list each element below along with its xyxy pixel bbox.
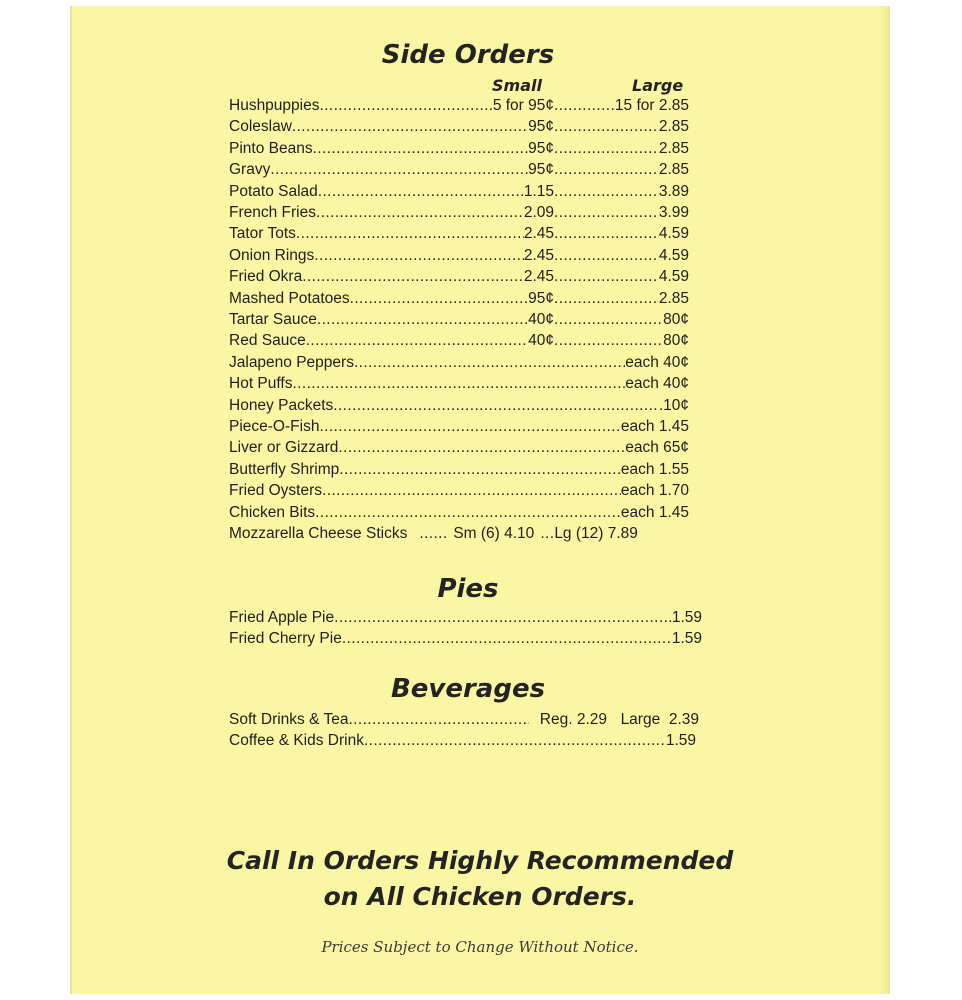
large-price: 3.99 (658, 204, 689, 221)
large-price: 15 for 2.85 (614, 97, 689, 114)
beverage-row-soft-drinks (229, 709, 699, 730)
dot-leader (333, 395, 659, 416)
large-column (554, 288, 689, 309)
dot-leader (296, 223, 524, 244)
pies-heading: Pies (437, 574, 499, 604)
dot-leader (554, 159, 659, 180)
each-price: each 1.45 (620, 418, 689, 435)
large-column (554, 223, 689, 244)
menu-item-row (229, 245, 689, 266)
item-name: Fried Oysters (229, 482, 323, 499)
large-column (554, 95, 689, 116)
item-name: Fried Cherry Pie (229, 630, 342, 648)
item-name: Red Sauce (229, 332, 306, 349)
large-price: 2.85 (658, 140, 689, 157)
dot-leader (554, 181, 659, 202)
dot-leader (554, 116, 659, 137)
menu-item-row (229, 395, 689, 416)
dot-leader (419, 523, 449, 544)
small-price: 2.45 (523, 225, 554, 242)
menu-item-row (229, 416, 689, 437)
menu-item-row (229, 352, 689, 373)
small-price: 95¢ (528, 161, 554, 178)
item-name: Jalapeno Peppers (229, 354, 354, 371)
menu-item-row (229, 502, 689, 523)
item-name: Hushpuppies (229, 97, 320, 114)
large-price: Lg (12) 7.89 (554, 525, 638, 542)
each-price: each 40¢ (625, 354, 689, 371)
each-price: each 65¢ (625, 439, 689, 456)
item-name: Coffee & Kids Drink (229, 732, 364, 749)
regular-price: Reg. 2.29 (539, 711, 607, 728)
item-name: Liver or Gizzard (229, 439, 339, 456)
each-price: .10¢ (658, 397, 689, 414)
dot-leader (302, 266, 524, 287)
small-price: 1.15 (523, 183, 554, 200)
large-price: Large 2.39 (620, 711, 699, 728)
item-name: Soft Drinks & Tea (229, 711, 349, 728)
large-price: 2.85 (658, 118, 689, 135)
dot-leader (270, 159, 528, 180)
small-price: 40¢ (528, 332, 554, 349)
large-price: 2.85 (658, 290, 689, 307)
beverages-heading: Beverages (390, 674, 546, 704)
dot-leader (338, 437, 625, 458)
dot-leader (317, 309, 528, 330)
small-price: 5 for 95¢ (492, 97, 554, 114)
large-column (554, 159, 689, 180)
menu-item-row (229, 138, 689, 159)
beverage-row-coffee (229, 730, 696, 751)
call-in-recommendation-line2: on All Chicken Orders. (323, 882, 637, 911)
menu-item-row (229, 181, 689, 202)
menu-item-row-mozzarella (229, 523, 689, 544)
dot-leader (316, 202, 524, 223)
dot-leader (554, 202, 659, 223)
dot-leader (554, 245, 659, 266)
item-name: Mozzarella Cheese Sticks (229, 525, 408, 542)
large-column (554, 309, 689, 330)
dot-leader (334, 607, 672, 628)
small-column-header: Small (492, 76, 542, 95)
item-name: Fried Okra (229, 268, 303, 285)
dot-leader (554, 330, 663, 351)
price: 1.59 (671, 609, 702, 626)
item-name: French Fries (229, 204, 316, 221)
item-name: Fried Apple Pie (229, 609, 335, 626)
menu-item-row (229, 116, 689, 137)
item-name: Chicken Bits (229, 504, 316, 521)
menu-item-row (229, 373, 689, 394)
dot-leader (554, 288, 659, 309)
each-price: each 1.55 (620, 461, 689, 478)
menu-item-row (229, 288, 689, 309)
dot-leader (350, 288, 528, 309)
dot-leader (292, 116, 528, 137)
large-column (554, 202, 689, 223)
menu-item-row (229, 202, 689, 223)
each-price: each 1.45 (620, 504, 689, 521)
menu-item-row (229, 309, 689, 330)
small-price: 2.45 (523, 268, 554, 285)
dot-leader (554, 309, 663, 330)
dot-leader (342, 628, 672, 649)
large-column (554, 245, 689, 266)
call-in-recommendation-line1: Call In Orders Highly Recommended (226, 846, 734, 875)
menu-item-row (229, 95, 689, 116)
large-price: 4.59 (658, 247, 689, 264)
item-name: Tartar Sauce (229, 311, 317, 328)
small-price: 2.09 (523, 204, 554, 221)
dot-leader (313, 138, 529, 159)
dot-leader (306, 330, 528, 351)
large-price: 4.59 (658, 268, 689, 285)
item-name: Butterfly Shrimp (229, 461, 340, 478)
dot-leader (319, 95, 492, 116)
large-column (554, 116, 689, 137)
item-name: Piece-O-Fish (229, 418, 320, 435)
large-column (554, 330, 689, 351)
large-price: 2.85 (658, 161, 689, 178)
menu-item-row (229, 330, 689, 351)
dot-leader (554, 95, 615, 116)
dot-leader (292, 373, 625, 394)
pie-row (229, 607, 702, 628)
small-price: 2.45 (523, 247, 554, 264)
price: 1.59 (665, 732, 696, 749)
large-price: 3.89 (658, 183, 689, 200)
large-price: 80¢ (663, 311, 689, 328)
menu-item-row (229, 459, 689, 480)
small-price: 95¢ (528, 118, 554, 135)
dot-leader (354, 352, 625, 373)
menu-item-row (229, 223, 689, 244)
price-change-notice: Prices Subject to Change Without Notice. (321, 938, 639, 956)
dot-leader (322, 480, 621, 501)
side-orders-heading: Side Orders (381, 40, 555, 70)
item-name: Pinto Beans (229, 140, 313, 157)
menu-page (72, 6, 888, 994)
small-price: 40¢ (528, 311, 554, 328)
dot-leader (314, 245, 524, 266)
small-price: 95¢ (528, 290, 554, 307)
large-price: 4.59 (658, 225, 689, 242)
menu-item-row (229, 480, 689, 501)
item-name: Potato Salad (229, 183, 318, 200)
large-column (554, 138, 689, 159)
dot-leader (554, 266, 659, 287)
dot-leader (315, 502, 621, 523)
item-name: Hot Puffs (229, 375, 293, 392)
item-name: Onion Rings (229, 247, 315, 264)
item-name: Honey Packets (229, 397, 334, 414)
item-name: Gravy (229, 161, 271, 178)
dot-leader (554, 138, 659, 159)
dot-leader (554, 223, 659, 244)
item-name: Mashed Potatoes (229, 290, 350, 307)
dot-leader (540, 523, 554, 544)
dot-leader (318, 181, 524, 202)
menu-item-row (229, 437, 689, 458)
small-price: 95¢ (528, 140, 554, 157)
menu-item-row (229, 159, 689, 180)
pie-row (229, 628, 702, 649)
small-price: Sm (6) 4.10 (453, 525, 535, 542)
large-column (554, 181, 689, 202)
large-price: 80¢ (663, 332, 689, 349)
price: 1.59 (671, 630, 702, 648)
dot-leader (348, 709, 529, 730)
dot-leader (339, 459, 621, 480)
dot-leader (364, 730, 666, 751)
item-name: Coleslaw (229, 118, 292, 135)
dot-leader (319, 416, 620, 437)
large-column (554, 266, 689, 287)
each-price: each 40¢ (625, 375, 689, 392)
menu-item-row (229, 266, 689, 287)
item-name: Tator Tots (229, 225, 296, 242)
large-column-header: Large (632, 76, 684, 95)
each-price: each 1.70 (620, 482, 689, 499)
